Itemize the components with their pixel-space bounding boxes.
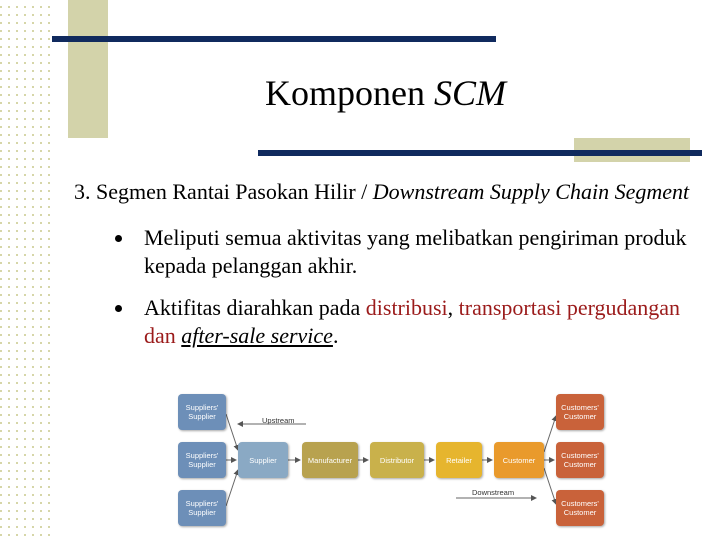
slide-body bbox=[74, 178, 694, 350]
node-supplier: Supplier bbox=[238, 442, 288, 478]
node-customers-customer: Customers' Customer bbox=[556, 394, 604, 430]
bullet-item: Meliputi semua aktivitas yang melibatkan pengiriman produk kepada pelanggan akhir. bbox=[74, 224, 694, 280]
title-rule-top bbox=[52, 36, 496, 42]
node-customers-customer: Customers' Customer bbox=[556, 442, 604, 478]
downstream-label: Downstream bbox=[472, 488, 515, 497]
upstream-label: Upstream bbox=[262, 416, 295, 425]
node-retailer: Retailer bbox=[436, 442, 482, 478]
node-manufacturer: Manufacturer bbox=[302, 442, 358, 478]
bullet-dot bbox=[115, 235, 122, 242]
node-customer: Customer bbox=[494, 442, 544, 478]
bullet-dot bbox=[115, 305, 122, 312]
title-rule-bottom bbox=[258, 150, 702, 156]
node-suppliers-supplier: Suppliers' Supplier bbox=[178, 394, 226, 430]
node-distributor: Distributor bbox=[370, 442, 424, 478]
node-suppliers-supplier: Suppliers' Supplier bbox=[178, 490, 226, 526]
decorative-grid-pattern bbox=[0, 0, 52, 540]
segment-heading: 3. Segmen Rantai Pasokan Hilir / Downstream Supply Chain Segment bbox=[74, 179, 690, 204]
page-title: Komponen SCM bbox=[265, 73, 506, 113]
olive-accent-block bbox=[68, 0, 108, 138]
node-customers-customer: Customers' Customer bbox=[556, 490, 604, 526]
node-suppliers-supplier: Suppliers' Supplier bbox=[178, 442, 226, 478]
bullet-item: Aktifitas diarahkan pada distribusi, transportasi pergudangan dan after-sale service. bbox=[74, 294, 694, 350]
